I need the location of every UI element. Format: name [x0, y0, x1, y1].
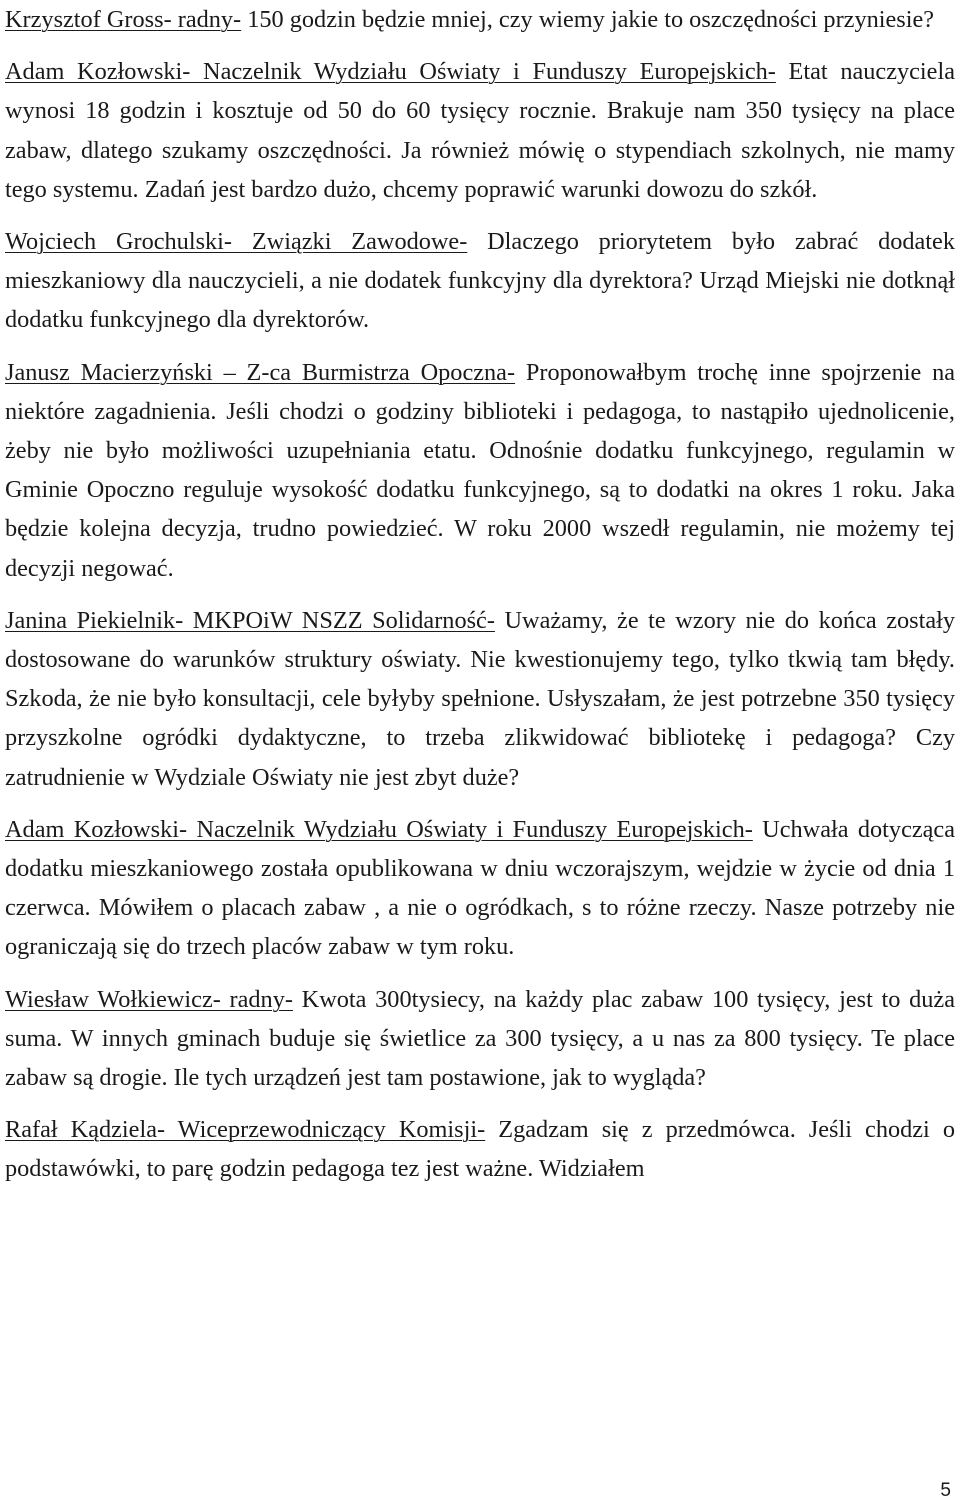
paragraph-gross: [5, 0, 955, 39]
speaker-name: Rafał Kądziela- Wiceprzewodniczący Komisji-: [5, 1116, 486, 1144]
speaker-name: Janina Piekielnik- MKPOiW NSZZ Solidarność-: [5, 606, 495, 634]
document-body: [5, 0, 955, 1202]
paragraph-kozlowski-1: [5, 52, 955, 209]
speaker-name: Janusz Macierzyński – Z-ca Burmistrza Opoczna-: [5, 358, 516, 386]
statement-text: Kwota 300tysiecy, na każdy plac zabaw 100 tysięcy, jest to duża suma. W innych gminach buduje się świetlice za 300 tysięcy, a u nas za 800 tysięcy. Te place zabaw są drogie. Ile tych urządzeń jest tam postawione, jak to wygląda?: [5, 985, 955, 1092]
page-number: 5: [940, 1480, 951, 1501]
statement-text: Dlaczego priorytetem było zabrać dodatek mieszkaniowy dla nauczycieli, a nie dodatek funkcyjny dla dyrektora? Urząd Miejski nie dotknął dodatku funkcyjnego dla dyrektorów.: [5, 228, 955, 334]
speaker-name: Krzysztof Gross- radny-: [5, 6, 242, 33]
paragraph-grochulski: [5, 222, 955, 340]
speaker-name: Adam Kozłowski- Naczelnik Wydziału Oświaty i Funduszy Europejskich-: [5, 815, 753, 843]
paragraph-macierzynski: [5, 353, 955, 588]
paragraph-kadziela: [5, 1110, 955, 1188]
paragraph-piekielnik: [5, 601, 955, 797]
speaker-name: Wiesław Wołkiewicz- radny-: [5, 985, 293, 1013]
paragraph-wolkiewicz: [5, 980, 955, 1098]
statement-text: Uważamy, że te wzory nie do końca zostały dostosowane do warunków struktury oświaty. Nie kwestionujemy tego, tylko tkwią tam błędy. Szkoda, że nie było konsultacji, cele byłyby spełnione. Usłyszałam, że jest potrzebne 350 tysięcy przyszkolne ogródki dydaktyczne, to trzeba zlikwidować bibliotekę i pedagoga? Czy zatrudnienie w Wydziale Oświaty nie jest zbyt duże?: [5, 606, 956, 791]
statement-text: Uchwała dotycząca dodatku mieszkaniowego została opublikowana w dniu wczorajszym, wejdzie w życie od dnia 1 czerwca. Mówiłem o placach zabaw , a nie o ogródkach, s to różne rzeczy. Nasze potrzeby nie ograniczają się do trzech placów zabaw w tym roku.: [5, 815, 955, 961]
paragraph-kozlowski-2: [5, 810, 955, 967]
statement-text: Etat nauczyciela wynosi 18 godzin i kosztuje od 50 do 60 tysięcy rocznie. Brakuje nam 350 tysięcy na place zabaw, dlatego szukamy oszczędności. Ja również mówię o stypendiach szkolnych, nie mamy tego systemu. Zadań jest bardzo dużo, chcemy poprawić warunki dowozu do szkół.: [5, 58, 955, 203]
statement-text: Proponowałbym trochę inne spojrzenie na niektóre zagadnienia. Jeśli chodzi o godziny biblioteki i pedagoga, to nastąpiło ujednolicenie, żeby nie było możliwości uzupełniania etatu. Odnośnie dodatku funkcyjnego, regulamin w Gminie Opoczno reguluje wysokość dodatku funkcyjnego, są to dodatki na okres 1 roku. Jaka będzie kolejna decyzja, trudno powiedzieć. W roku 2000 wszedł regulamin, nie możemy tej decyzji negować.: [5, 358, 955, 582]
statement-text: 150 godzin będzie mniej, czy wiemy jakie to oszczędności przyniesie?: [241, 6, 935, 33]
statement-text: Zgadzam się z przedmówca. Jeśli chodzi o podstawówki, to parę godzin pedagoga tez jest ważne. Widziałem: [5, 1116, 955, 1183]
speaker-name: Adam Kozłowski- Naczelnik Wydziału Oświaty i Funduszy Europejskich-: [5, 58, 776, 86]
speaker-name: Wojciech Grochulski- Związki Zawodowe-: [5, 228, 468, 256]
